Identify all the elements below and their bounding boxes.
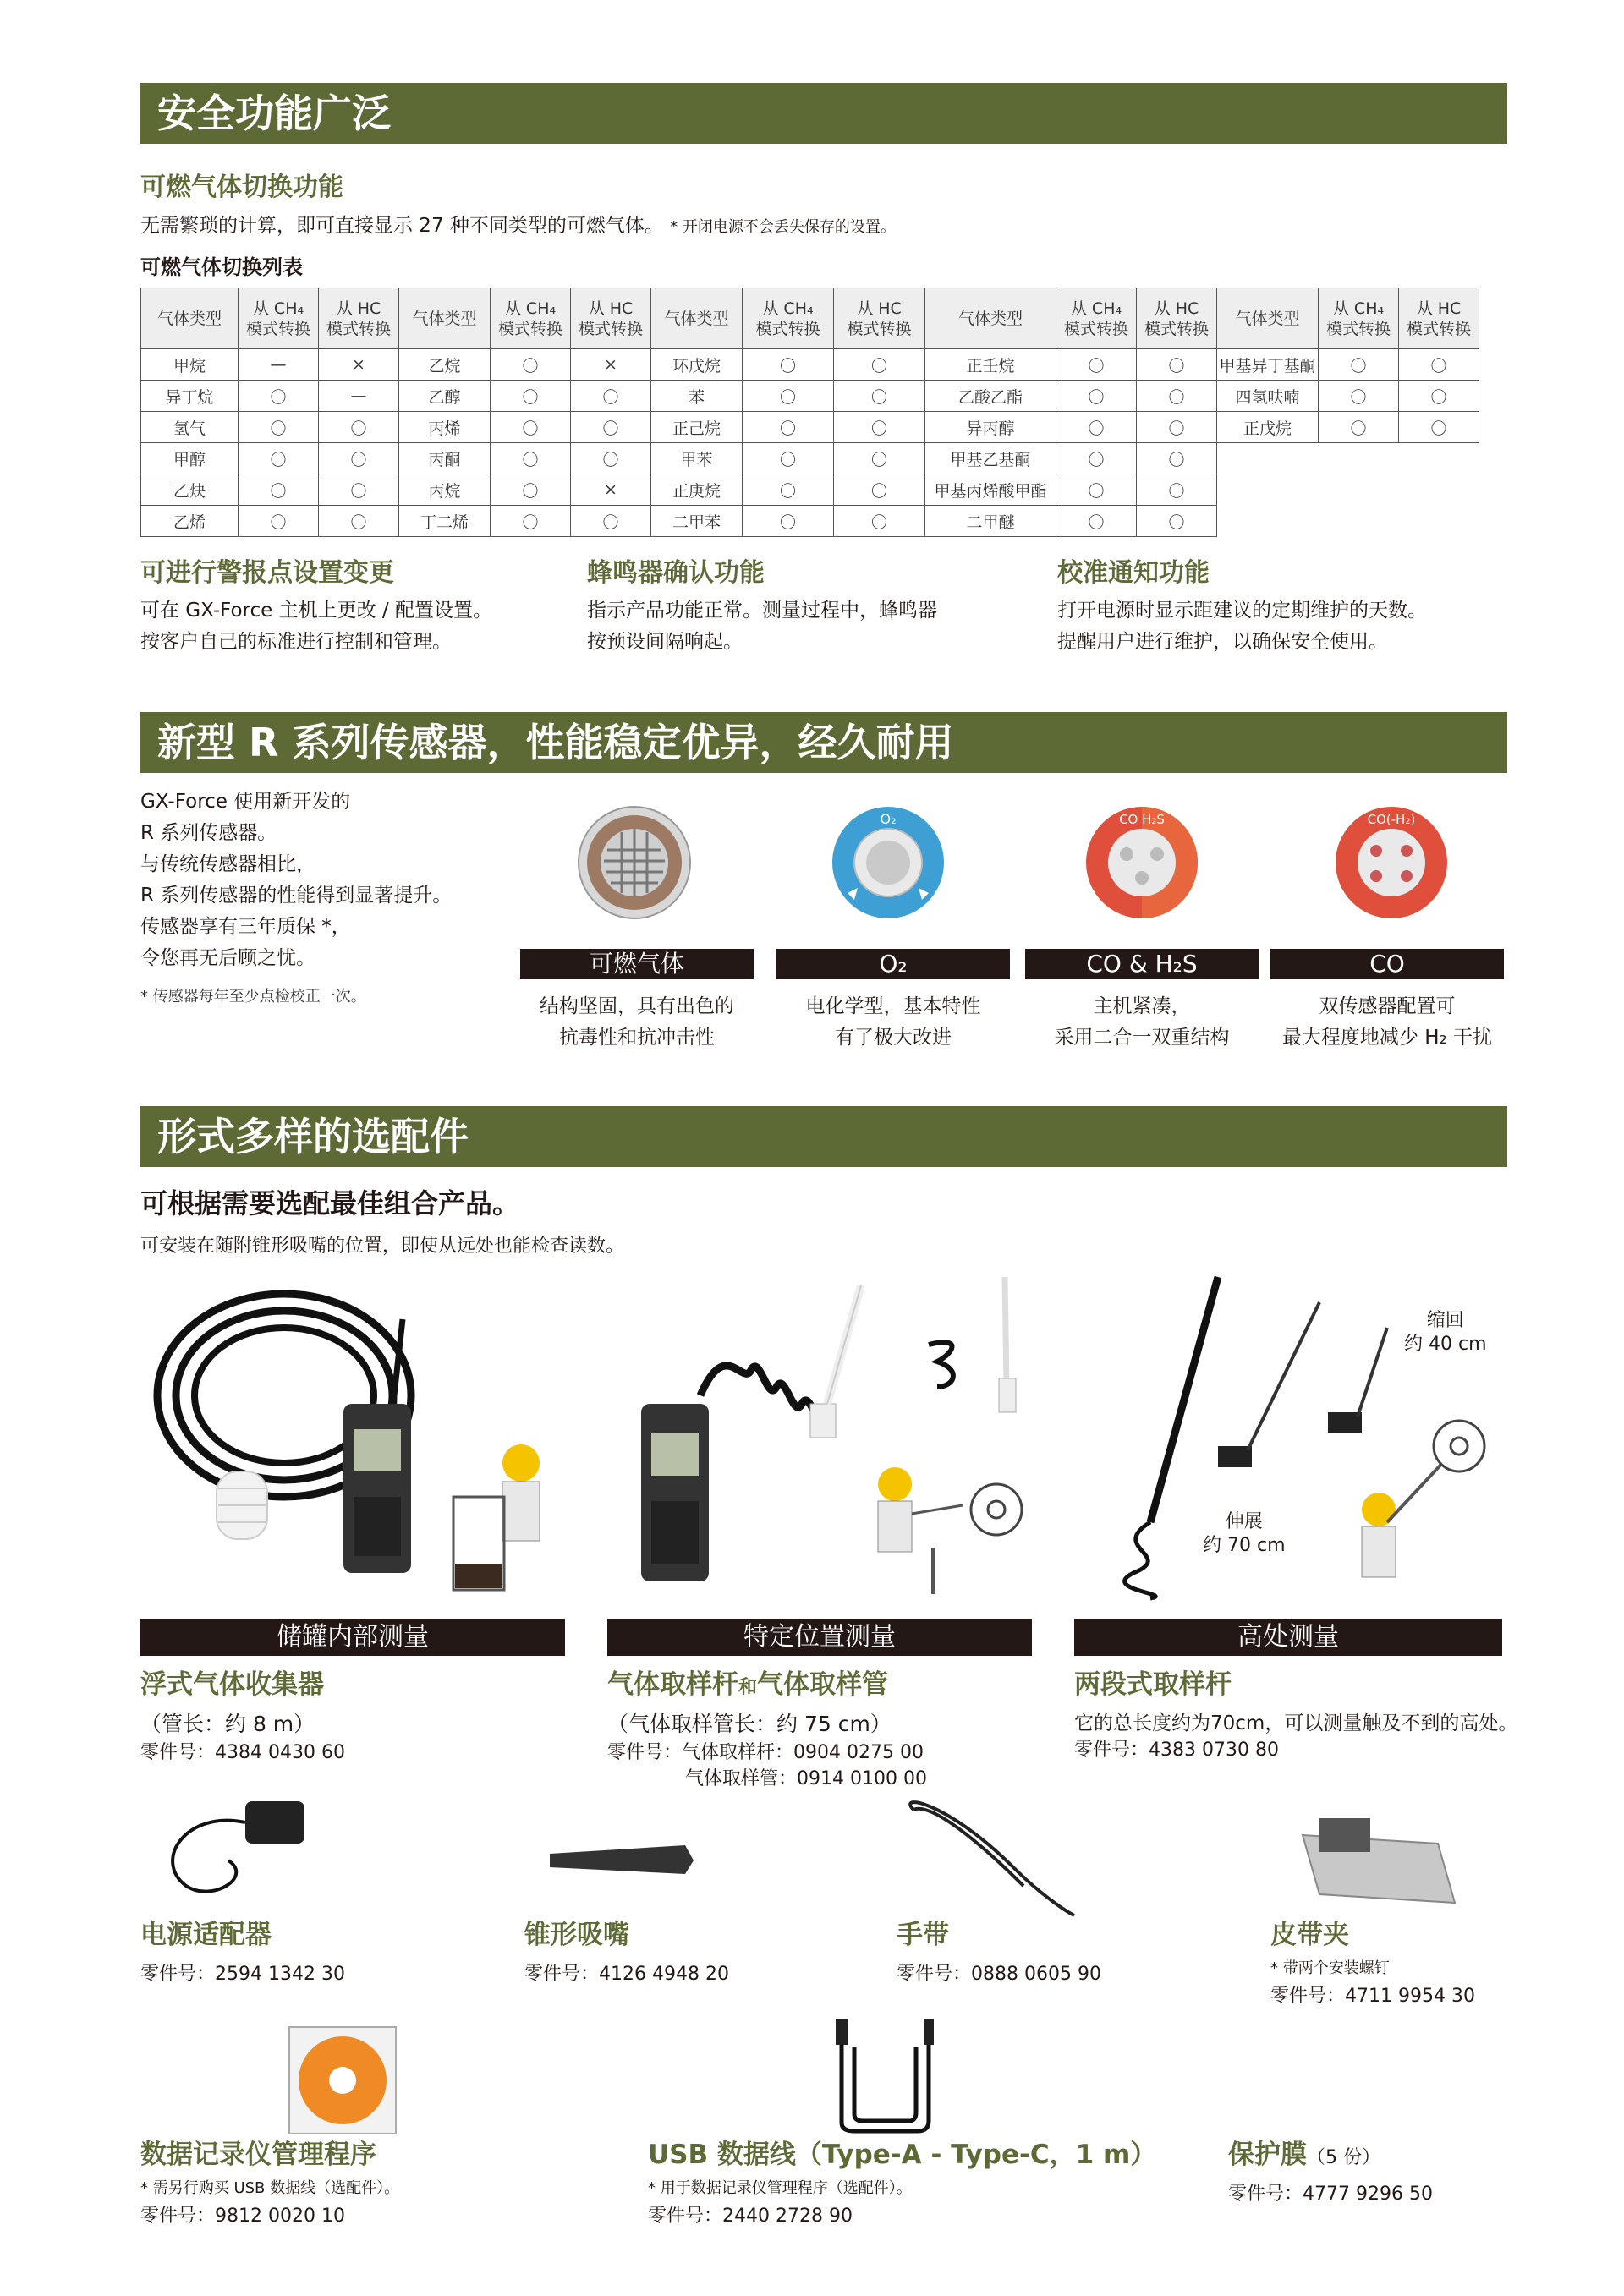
table-row xyxy=(141,412,1479,443)
sensor-desc-line: 最大程度地减少 H₂ 干扰 xyxy=(1281,1027,1493,1049)
table-header-cell: 从 HC 模式转换 xyxy=(1137,288,1217,349)
table-cell: 乙醇 xyxy=(399,381,491,412)
scene-specific-title xyxy=(607,1663,927,1701)
table-cell: 〇 xyxy=(1137,443,1217,474)
table-cell: 〇 xyxy=(1056,506,1137,537)
sensor-note: * 传感器每年至少点检校正一次。 xyxy=(140,988,366,1006)
table-cell: 丙烷 xyxy=(399,474,491,506)
software-cd-image xyxy=(288,2025,398,2135)
table-header-cell: 从 CH₄ 模式转换 xyxy=(491,288,571,349)
table-cell: 〇 xyxy=(1056,349,1137,381)
belt-clip-image xyxy=(1286,1801,1472,1920)
table-cell: 丙烯 xyxy=(399,412,491,443)
gas-switch-desc-text: 无需繁琐的计算，即可直接显示 27 种不同类型的可燃气体。 xyxy=(140,215,664,237)
table-header-cell: 气体类型 xyxy=(141,288,239,349)
table-cell: 〇 xyxy=(239,381,319,412)
feature-block xyxy=(1057,551,1427,658)
intro-line: 令您再无后顾之忧。 xyxy=(140,947,315,969)
table-cell: 〇 xyxy=(1137,349,1217,381)
table-cell: 〇 xyxy=(239,412,319,443)
table-cell: 〇 xyxy=(743,506,834,537)
scene-specific-title-b: 气体取样管 xyxy=(757,1669,889,1700)
table-cell: 〇 xyxy=(319,474,399,506)
table-cell: 甲基丙烯酸甲酯 xyxy=(925,474,1056,506)
table-cell: 〇 xyxy=(743,349,834,381)
co-h2s-sensor-icon xyxy=(1083,803,1201,922)
sensor-desc-line: 双传感器配置可 xyxy=(1319,995,1456,1017)
feature-line: 指示产品功能正常。测量过程中，蜂鸣器 xyxy=(587,600,937,622)
bar-specific: 特定位置测量 xyxy=(607,1619,1032,1656)
feature-title: 可进行警报点设置变更 xyxy=(140,558,394,588)
table-cell: 甲苯 xyxy=(651,443,743,474)
table-cell: 〇 xyxy=(743,474,834,506)
sensor-intro xyxy=(140,786,452,974)
table-cell: 〇 xyxy=(1399,412,1479,443)
table-cell: 丁二烯 xyxy=(399,506,491,537)
co-ring-label: CO(-H₂) xyxy=(1367,812,1416,827)
table-cell: 〇 xyxy=(571,506,651,537)
scene-high-line: 它的总长度约为70cm，可以测量触及不到的高处。 xyxy=(1074,1712,1518,1734)
table-row xyxy=(141,474,1479,506)
gas-switch-desc xyxy=(140,210,896,238)
accessory-note: * 用于数据记录仪管理程序（选配件）。 xyxy=(648,2179,912,2197)
intro-line: 传感器享有三年质保 *， xyxy=(140,916,351,938)
table-header-cell: 气体类型 xyxy=(651,288,743,349)
table-header-cell: 从 HC 模式转换 xyxy=(1399,288,1479,349)
retract-value: 约 40 cm xyxy=(1404,1334,1487,1355)
feature-block xyxy=(140,551,492,658)
gas-switch-table xyxy=(140,288,1479,537)
table-cell: 〇 xyxy=(1319,381,1399,412)
gas-switch-heading: 可燃气体切换功能 xyxy=(140,173,343,202)
scene-high-pn: 零件号：4383 0730 80 xyxy=(1074,1740,1279,1761)
table-header-cell: 气体类型 xyxy=(925,288,1056,349)
scene-tank-title: 浮式气体收集器 xyxy=(140,1669,324,1700)
table-cell: 〇 xyxy=(491,474,571,506)
feature-line: 提醒用户进行维护，以确保安全使用。 xyxy=(1057,631,1388,653)
scene-tank-text xyxy=(140,1663,345,1764)
table-cell: 乙酸乙酯 xyxy=(925,381,1056,412)
table-cell: 〇 xyxy=(743,443,834,474)
table-cell: 正戊烷 xyxy=(1217,412,1319,443)
feature-line: 打开电源时显示距建议的定期维护的天数。 xyxy=(1057,600,1427,622)
table-cell: 〇 xyxy=(571,443,651,474)
accessory-item xyxy=(1228,2133,1433,2206)
table-header-cell: 气体类型 xyxy=(399,288,491,349)
specific-position-illustration xyxy=(607,1269,1047,1607)
accessory-item xyxy=(524,1913,729,1986)
table-header-cell: 从 HC 模式转换 xyxy=(319,288,399,349)
sensor-desc-line: 主机紧凑， xyxy=(1093,995,1191,1017)
table-cell: × xyxy=(571,349,651,381)
accessory-item xyxy=(648,2133,1156,2228)
table-empty-cell xyxy=(1217,443,1479,474)
table-cell: 〇 xyxy=(571,381,651,412)
table-cell: 〇 xyxy=(571,412,651,443)
accessory-pn: 零件号：4126 4948 20 xyxy=(524,1964,729,1985)
accessory-item xyxy=(1270,1913,1475,2008)
table-header-cell: 从 CH₄ 模式转换 xyxy=(1056,288,1137,349)
hand-strap-image xyxy=(897,1793,1083,1928)
table-cell: 苯 xyxy=(651,381,743,412)
table-header-cell: 从 HC 模式转换 xyxy=(834,288,925,349)
accessory-title: 手带 xyxy=(897,1920,949,1950)
table-cell: 〇 xyxy=(1056,443,1137,474)
table-row xyxy=(141,349,1479,381)
table-cell: 〇 xyxy=(491,506,571,537)
table-cell: 甲烷 xyxy=(141,349,239,381)
table-header-row xyxy=(141,288,1479,349)
table-cell: 乙烷 xyxy=(399,349,491,381)
table-cell: × xyxy=(571,474,651,506)
table-cell: 〇 xyxy=(743,412,834,443)
table-cell: 〇 xyxy=(1137,381,1217,412)
accessory-title xyxy=(140,2133,399,2171)
table-cell: 〇 xyxy=(239,443,319,474)
co-sensor-icon xyxy=(1332,803,1451,922)
accessory-title-text: USB 数据线（Type-A - Type-C，1 m） xyxy=(648,2140,1157,2170)
table-cell: 〇 xyxy=(1056,381,1137,412)
accessory-item xyxy=(140,1913,345,1986)
table-cell: 〇 xyxy=(743,381,834,412)
table-cell: 正庚烷 xyxy=(651,474,743,506)
table-cell: 〇 xyxy=(239,474,319,506)
section-title-sensors: 新型 R 系列传感器，性能稳定优异，经久耐用 xyxy=(140,712,1507,773)
table-cell: 异丙醇 xyxy=(925,412,1056,443)
intro-line: R 系列传感器。 xyxy=(140,822,277,844)
table-cell: 〇 xyxy=(1056,412,1137,443)
scene-specific-title-a: 气体取样杆 xyxy=(607,1669,738,1700)
tank-measurement-illustration xyxy=(140,1269,580,1607)
sensor-label-bar: CO xyxy=(1270,949,1504,979)
extend-label: 伸展 xyxy=(1225,1511,1263,1532)
accessory-item xyxy=(140,2133,399,2228)
scene-specific-pn: 零件号：气体取样杆：0904 0275 00 xyxy=(607,1742,924,1763)
table-cell: 甲醇 xyxy=(141,443,239,474)
scene-specific-title-mid: 和 xyxy=(738,1677,758,1698)
scene-tank-line: （管长：约 8 m） xyxy=(140,1712,315,1736)
feature-title: 校准通知功能 xyxy=(1057,558,1210,588)
table-header-cell: 气体类型 xyxy=(1217,288,1319,349)
table-row xyxy=(141,443,1479,474)
scene-tank-pn: 零件号：4384 0430 60 xyxy=(140,1742,345,1763)
sensor-desc-line: 结构坚固，具有出色的 xyxy=(540,995,734,1017)
table-cell: 〇 xyxy=(491,412,571,443)
extend-value: 约 70 cm xyxy=(1203,1535,1286,1556)
table-cell: 〇 xyxy=(834,349,925,381)
table-cell: 甲基乙基酮 xyxy=(925,443,1056,474)
table-header-cell: 从 CH₄ 模式转换 xyxy=(743,288,834,349)
accessory-pn: 零件号：4711 9954 30 xyxy=(1270,1986,1475,2007)
table-header-cell: 从 CH₄ 模式转换 xyxy=(239,288,319,349)
cone-nozzle-image xyxy=(541,1835,702,1886)
feature-title: 蜂鸣器确认功能 xyxy=(587,558,765,588)
table-cell: 〇 xyxy=(1319,349,1399,381)
table-cell: 〇 xyxy=(834,381,925,412)
table-cell: 〇 xyxy=(491,381,571,412)
table-row xyxy=(141,381,1479,412)
table-cell: 〇 xyxy=(1399,381,1479,412)
accessory-title-small: （5 份） xyxy=(1307,2147,1380,2168)
sensor-desc-line: 有了极大改进 xyxy=(835,1027,952,1049)
combustible-sensor-icon xyxy=(575,803,694,922)
accessory-title: 电源适配器 xyxy=(140,1920,272,1950)
intro-line: GX-Force 使用新开发的 xyxy=(140,791,351,813)
table-cell: 〇 xyxy=(491,443,571,474)
table-cell: 正己烷 xyxy=(651,412,743,443)
extend-length xyxy=(1203,1510,1286,1558)
table-cell: 〇 xyxy=(834,412,925,443)
table-cell: 〇 xyxy=(834,506,925,537)
table-cell: 乙炔 xyxy=(141,474,239,506)
table-cell: 〇 xyxy=(834,474,925,506)
table-cell: — xyxy=(239,349,319,381)
feature-line: 按预设间隔响起。 xyxy=(587,631,743,653)
retract-length xyxy=(1404,1309,1487,1356)
sensor-label-bar: 可燃气体 xyxy=(520,949,754,979)
table-cell: 乙烯 xyxy=(141,506,239,537)
scene-high-text xyxy=(1074,1663,1517,1762)
bar-tank: 储罐内部测量 xyxy=(140,1619,565,1656)
sensor-desc-line: 采用二合一双重结构 xyxy=(1054,1027,1230,1049)
accessory-item xyxy=(897,1913,1101,1986)
table-cell: 〇 xyxy=(319,506,399,537)
sensor-desc xyxy=(512,991,762,1054)
table-cell: 二甲醚 xyxy=(925,506,1056,537)
options-lead: 可根据需要选配最佳组合产品。 xyxy=(140,1187,520,1219)
accessory-pn: 零件号：4777 9296 50 xyxy=(1228,2184,1433,2205)
co-h2s-ring-label: CO H₂S xyxy=(1119,812,1165,827)
table-row xyxy=(141,506,1479,537)
accessory-title-text: 保护膜 xyxy=(1228,2140,1307,2170)
table-cell: 〇 xyxy=(834,443,925,474)
accessory-title xyxy=(1228,2133,1433,2171)
table-cell: 〇 xyxy=(1399,349,1479,381)
accessory-pn: 零件号：9812 0020 10 xyxy=(140,2206,345,2227)
table-empty-cell xyxy=(1217,474,1479,506)
scene-specific-text xyxy=(607,1663,927,1790)
scene-high-title: 两段式取样杆 xyxy=(1074,1669,1232,1700)
table-cell: 正壬烷 xyxy=(925,349,1056,381)
table-cell: 〇 xyxy=(1137,412,1217,443)
table-cell: — xyxy=(319,381,399,412)
section-title-options: 形式多样的选配件 xyxy=(140,1106,1507,1167)
table-cell: 甲基异丁基酮 xyxy=(1217,349,1319,381)
table-cell: 〇 xyxy=(1137,474,1217,506)
table-cell: 〇 xyxy=(1137,506,1217,537)
usb-cable-image xyxy=(829,2013,947,2140)
table-cell: × xyxy=(319,349,399,381)
sensor-desc xyxy=(768,991,1018,1054)
intro-line: 与传统传感器相比， xyxy=(140,853,315,875)
table-header-cell: 从 CH₄ 模式转换 xyxy=(1319,288,1399,349)
accessory-note: * 需另行购买 USB 数据线（选配件）。 xyxy=(140,2179,400,2197)
table-cell: 〇 xyxy=(491,349,571,381)
scene-specific-pn2: 气体取样管：0914 0100 00 xyxy=(685,1768,927,1789)
sensor-desc-line: 抗毒性和抗冲击性 xyxy=(559,1027,715,1049)
section-title-safety: 安全功能广泛 xyxy=(140,83,1507,144)
table-cell: 〇 xyxy=(1056,474,1137,506)
scene-specific-line: （气体取样管长：约 75 cm） xyxy=(607,1712,892,1736)
power-adapter-image xyxy=(152,1793,321,1911)
table-cell: 氢气 xyxy=(141,412,239,443)
bar-high: 高处测量 xyxy=(1074,1619,1502,1656)
o2-sensor-icon xyxy=(829,803,947,922)
table-header-cell: 从 HC 模式转换 xyxy=(571,288,651,349)
table-cell: 丙酮 xyxy=(399,443,491,474)
accessory-title: 锥形吸嘴 xyxy=(524,1920,629,1950)
table-title: 可燃气体切换列表 xyxy=(140,255,303,279)
sensor-desc xyxy=(1262,991,1512,1054)
sensor-desc xyxy=(1017,991,1267,1054)
sensor-desc-line: 电化学型，基本特性 xyxy=(805,995,981,1017)
accessory-pn: 零件号：2594 1342 30 xyxy=(140,1964,345,1985)
feature-line: 按客户自己的标准进行控制和管理。 xyxy=(140,631,452,653)
feature-line: 可在 GX-Force 主机上更改 / 配置设置。 xyxy=(140,600,492,622)
options-lead-sub: 可安装在随附锥形吸嘴的位置，即使从远处也能检查读数。 xyxy=(140,1236,625,1257)
table-cell: 环戊烷 xyxy=(651,349,743,381)
table-cell: 异丁烷 xyxy=(141,381,239,412)
table-cell: 〇 xyxy=(319,412,399,443)
feature-block xyxy=(587,551,937,658)
accessory-title: 皮带夹 xyxy=(1270,1920,1349,1950)
table-cell: 〇 xyxy=(1319,412,1399,443)
accessory-pn: 零件号：0888 0605 90 xyxy=(897,1964,1101,1985)
table-cell: 四氢呋喃 xyxy=(1217,381,1319,412)
accessory-pn: 零件号：2440 2728 90 xyxy=(648,2206,853,2227)
table-empty-cell xyxy=(1217,506,1479,537)
accessory-title-text: 数据记录仪管理程序 xyxy=(140,2140,376,2170)
accessory-note: * 带两个安装螺钉 xyxy=(1270,1959,1390,1977)
accessory-title xyxy=(648,2133,1156,2171)
table-cell: 〇 xyxy=(239,506,319,537)
sensor-label-bar: CO & H₂S xyxy=(1025,949,1259,979)
sensor-label-bar: O₂ xyxy=(776,949,1010,979)
o2-ring-label: O₂ xyxy=(880,811,897,827)
gas-switch-note: * 开闭电源不会丢失保存的设置。 xyxy=(670,218,896,236)
retract-label: 缩回 xyxy=(1426,1310,1464,1331)
table-cell: 〇 xyxy=(319,443,399,474)
table-cell: 二甲苯 xyxy=(651,506,743,537)
intro-line: R 系列传感器的性能得到显著提升。 xyxy=(140,885,453,907)
